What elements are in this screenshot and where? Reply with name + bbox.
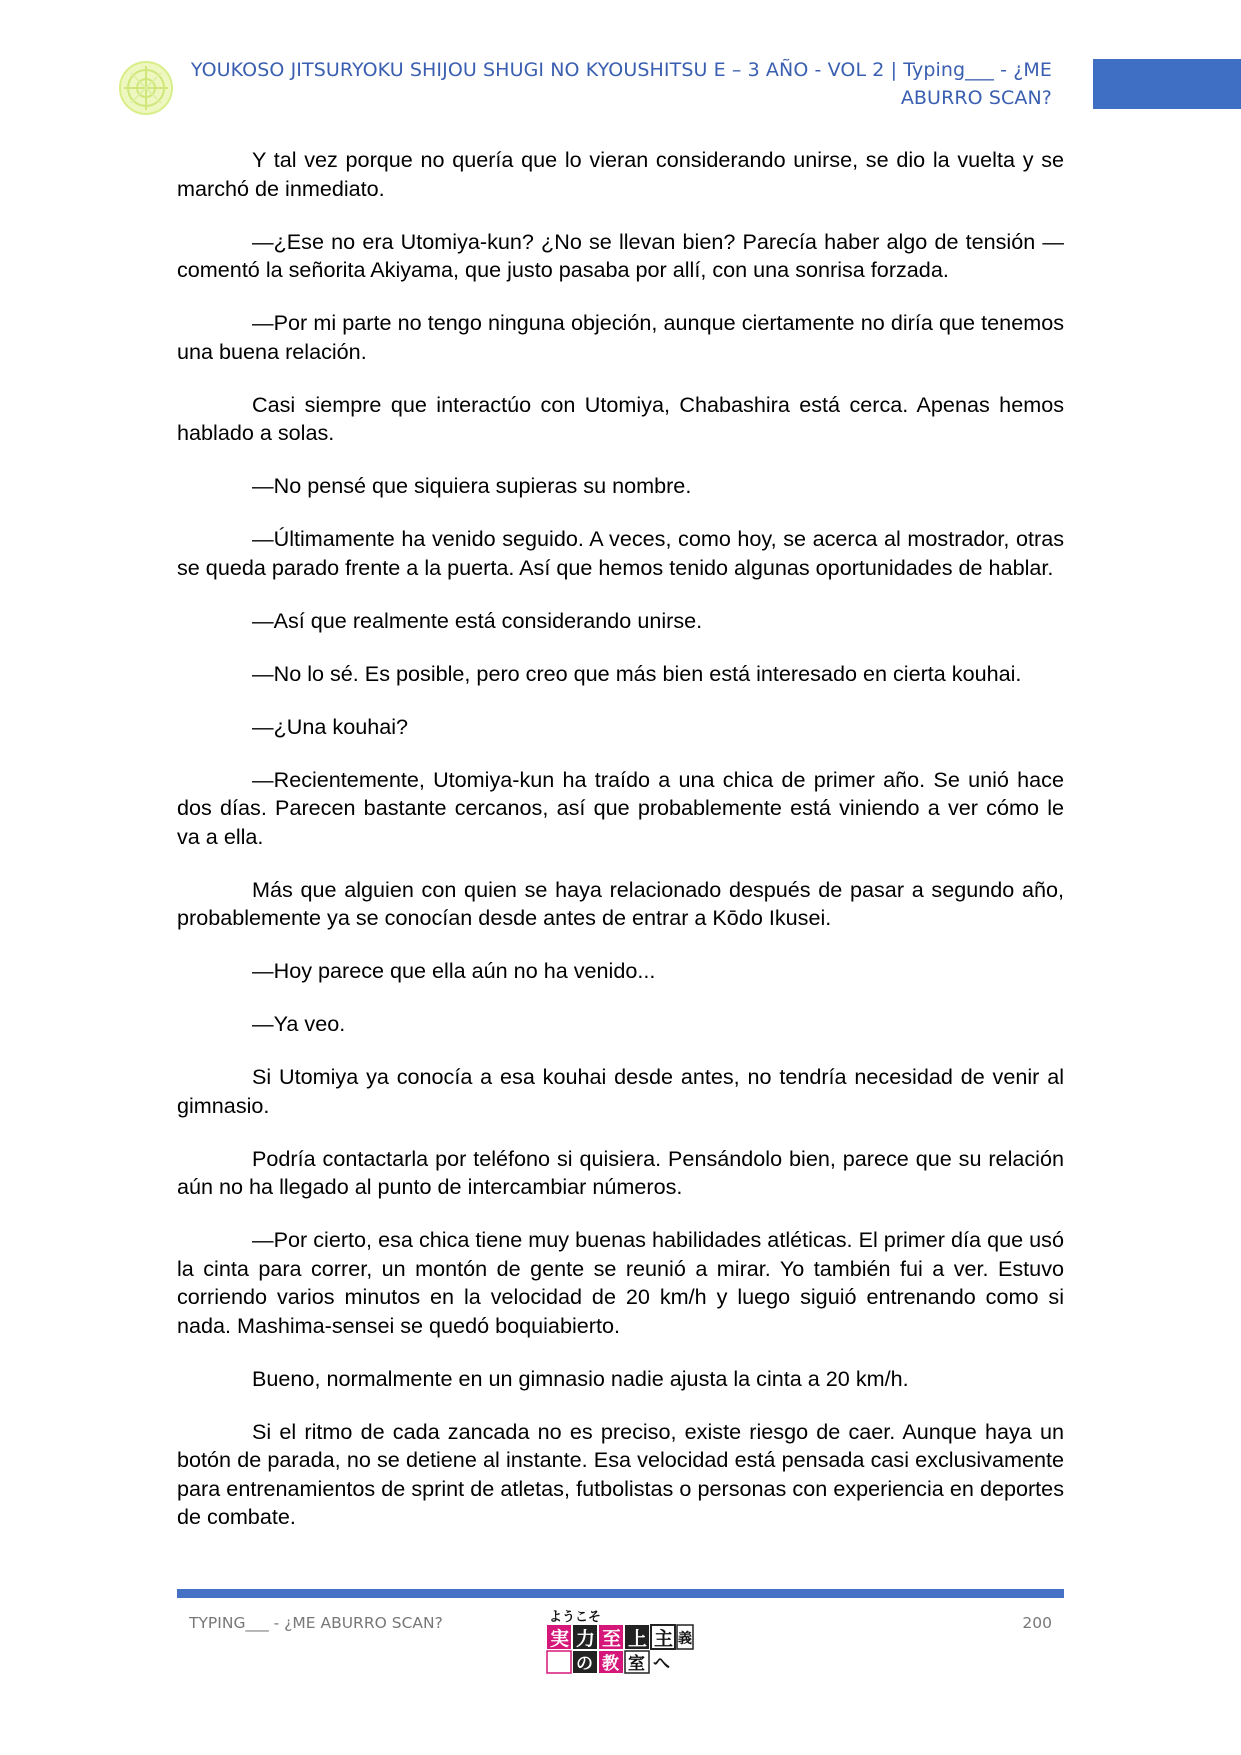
svg-text:ようこそ: ようこそ xyxy=(549,1610,602,1625)
footer-scan-credit: TYPING___ - ¿ME ABURRO SCAN? xyxy=(189,1614,443,1632)
paragraph: —No pensé que siquiera supieras su nombre. xyxy=(252,473,692,498)
series-logo-icon xyxy=(543,1605,695,1675)
paragraph: —Así que realmente está considerando unirse. xyxy=(252,607,703,633)
circular-crosshair-emblem-icon xyxy=(118,60,174,116)
svg-text:力: 力 xyxy=(576,1628,596,1650)
svg-text:室: 室 xyxy=(628,1654,645,1674)
page-body xyxy=(177,146,1064,1556)
paragraph: —Últimamente ha venido seguido. A veces, como hoy, se acerca al mostrador, otras se queda parado frente a la puerta. Así que hemos tenido algunas oportunidades de hablar. xyxy=(177,526,1064,580)
paragraph: —Por mi parte no tengo ninguna objeción, aunque ciertamente no diría que tenemos una buena relación. xyxy=(177,310,1064,364)
svg-text:至: 至 xyxy=(602,1628,622,1650)
paragraph: Y tal vez porque no quería que lo vieran considerando unirse, se dio la vuelta y se marchó de inmediato. xyxy=(177,147,1064,201)
svg-text:上: 上 xyxy=(628,1628,648,1650)
paragraph: Bueno, normalmente en un gimnasio nadie ajusta la cinta a 20 km/h. xyxy=(252,1365,909,1391)
svg-text:実: 実 xyxy=(550,1628,570,1650)
paragraph: —¿Una kouhai? xyxy=(252,713,409,739)
svg-text:の: の xyxy=(576,1654,593,1674)
paragraph: Casi siempre que interactúo con Utomiya, Chabashira está cerca. Apenas hemos hablado a solas. xyxy=(177,391,1064,445)
paragraph: —Ya veo. xyxy=(252,1011,346,1036)
paragraph: Más que alguien con quien se haya relacionado después de pasar a segundo año, probablemente ya se conocían desde antes de entrar a Kōdo Ikusei. xyxy=(177,876,1064,930)
paragraph: —¿Ese no era Utomiya-kun? ¿No se llevan bien? Parecía haber algo de tensión —comentó la señorita Akiyama, que justo pasaba por allí, con una sonrisa forzada. xyxy=(177,228,1064,282)
paragraph: —No lo sé. Es posible, pero creo que más bien está interesado en cierta kouhai. xyxy=(252,660,1022,686)
svg-text:義: 義 xyxy=(678,1631,692,1647)
paragraph: —Recientemente, Utomiya-kun ha traído a una chica de primer año. Se unió hace dos días. Parecen bastante cercanos, así que probablemente está viniendo a ver cómo le va a ella. xyxy=(177,766,1064,849)
page-number: 200 xyxy=(1022,1614,1052,1632)
paragraph: Si el ritmo de cada zancada no es preciso, existe riesgo de caer. Aunque haya un botón de parada, no se detiene al instante. Esa velocidad está pensada casi exclusivamente para entrenamientos de sprint de atletas, futbolistas o personas con experiencia en deportes de combate. xyxy=(177,1418,1064,1529)
paragraph: Podría contactarla por teléfono si quisiera. Pensándolo bien, parece que su relación aún no ha llegado al punto de intercambiar números. xyxy=(177,1145,1064,1199)
running-header-title: YOUKOSO JITSURYOKU SHIJOU SHUGI NO KYOUSHITSU E – 3 AÑO - VOL 2 | Typing___ - ¿ME ABURRO SCAN? xyxy=(190,59,1052,109)
header-accent-bar xyxy=(1093,59,1241,109)
paragraph: Si Utomiya ya conocía a esa kouhai desde antes, no tendría necesidad de venir al gimnasio. xyxy=(177,1064,1064,1118)
paragraph: —Hoy parece que ella aún no ha venido... xyxy=(252,958,656,983)
paragraph: —Por cierto, esa chica tiene muy buenas habilidades atléticas. El primer día que usó la cinta para correr, un montón de gente se reunió a mirar. Yo también fui a ver. Estuvo corriendo varios minutos en la velocidad de 20 km/h y luego siguió entrenando como si nada. Mashima-sensei se quedó boquiabierto. xyxy=(177,1227,1064,1338)
svg-text:主: 主 xyxy=(654,1628,674,1650)
svg-text:教: 教 xyxy=(602,1654,619,1674)
footer-rule xyxy=(177,1589,1064,1598)
svg-text:へ: へ xyxy=(653,1654,670,1674)
